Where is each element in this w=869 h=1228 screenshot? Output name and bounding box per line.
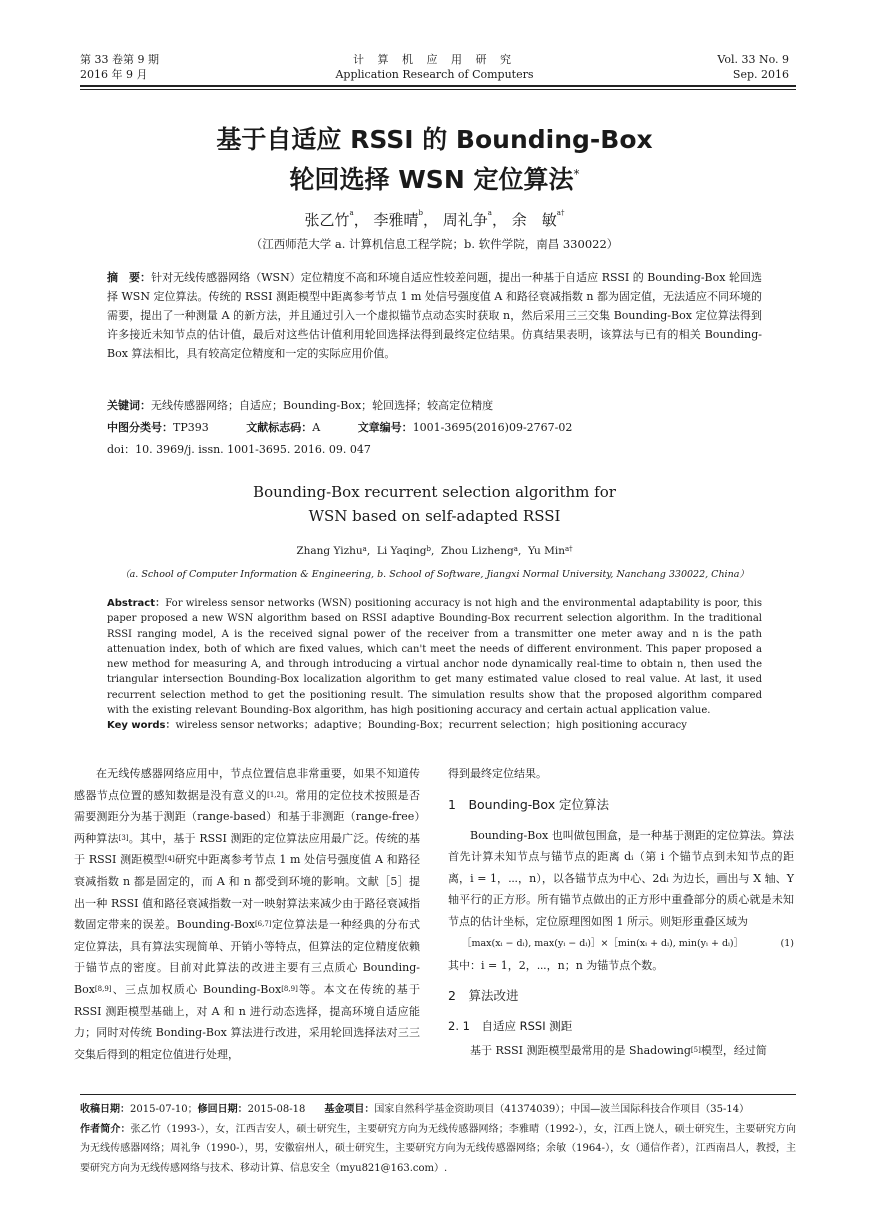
- title-footnote-mark: *: [573, 167, 580, 181]
- abstract-en-label: Abstract：: [107, 598, 166, 609]
- equation-note: 其中：i = 1，2，⋯，n；n 为锚节点个数。: [448, 958, 664, 972]
- funding-label: 基金项目：: [324, 1104, 375, 1115]
- affiliation: （江西师范大学 a. 计算机信息工程学院；b. 软件学院，南昌 330022）: [250, 237, 619, 251]
- english-title-line-1: Bounding-Box recurrent selection algorithm for: [253, 483, 616, 501]
- article-no-label: 文章编号：: [357, 421, 413, 434]
- equation-number: (1): [780, 937, 794, 949]
- english-title-line-2: WSN based on self-adapted RSSI: [308, 507, 561, 525]
- text-run: 。常用的定位技术按照是否需要测距分为基于测距（range-based）和基于非测距（range-free）两种算法: [74, 788, 421, 845]
- abstract-label: 摘 要：: [107, 271, 152, 284]
- english-title: [0, 480, 869, 528]
- abstract-en-text: For wireless sensor networks (WSN) positioning accuracy is not high and the environmental adaptability is poor, this paper proposed a new WSN algorithm based on RSSI adaptive Bounding-Box recurrent selection algorithm. In the traditional RSSI ranging model, A is the received signal power of the receiver from a transmitter one meter away and n is the path attenuation index, both of which are fixed values, which can't meet the needs of different environment. This paper proposed a new method for measuring A, and through introducing a virtual anchor node dynamically real-time to obtain n, then used the triangular intersection Bounding-Box localization algorithm to get many estimated value closed to real value. At last, it used recurrent selection method to get the positioning result. The simulation results show that the proposed algorithm compared with the existing relevant Bounding-Box algorithm, has high positioning accuracy and certain actual application value.: [107, 598, 762, 717]
- author-affil-mark: b: [418, 209, 423, 217]
- journal-issue-en: [717, 52, 789, 82]
- clc-value: TP393: [173, 421, 209, 434]
- continued-text: 得到最终定位结果。: [448, 767, 547, 780]
- issue-volume: 第 33 卷第 9 期: [80, 53, 159, 66]
- citation: [3]: [118, 833, 129, 842]
- journal-name-en: Application Research of Computers: [335, 68, 534, 81]
- citation: [5]: [690, 1046, 701, 1055]
- doc-code-label: 文献标志码：: [246, 421, 313, 434]
- subsection-heading-2-1: 2. 1 自适应 RSSI 测距: [448, 1019, 573, 1034]
- intro-paragraph: [74, 763, 420, 1065]
- text-run: 模型，经过简: [700, 1044, 767, 1058]
- author-list: 张乙竹$^a$， 李雅晴$^b$， 周礼争$^a$， 余 敏$^{a\dagger}$: [304, 209, 565, 229]
- body-right-column: [448, 763, 794, 1062]
- footnote-dates-funding: [80, 1100, 796, 1120]
- issue-volume-en: Vol. 33 No. 9: [717, 53, 789, 66]
- text-run: 。其中，基于 RSSI 测距的定位算法应用最广泛。传统的基于 RSSI 测距模型: [74, 831, 421, 867]
- journal-name-cn: 计 算 机 应 用 研 究: [353, 53, 516, 66]
- abstract-en: [107, 596, 762, 734]
- citation: [6,7]: [254, 920, 272, 929]
- author: 周礼争: [442, 211, 488, 229]
- footnote-rule: [80, 1094, 796, 1095]
- text-run: 基于 RSSI 测距模型最常用的是 Shadowing: [470, 1044, 691, 1058]
- author: 张乙竹: [304, 211, 350, 229]
- abstract-text: 针对无线传感器网络（WSN）定位精度不高和环境自适应性较差问题，提出一种基于自适应 RSSI 的 Bounding-Box 轮回选择 WSN 定位算法。传统的 RSSI 测距模型中距离参考节点 1 m 处信号强度值 A 和路径衰减指数 n 都为固定值，无法适应不同环境的需要，提出了一种测量 A 的新方法，并且通过引入一个虚拟锚节点动态实时获取 n，然后采用三三交集 Bounding-Box 定位算法得到许多接近未知节点的估计值，最后对这些估计值利用轮回选择法得到最终定位结果。仿真结果表明，该算法与已有的相关 Bounding-Box 算法相比，具有较高定位精度和一定的实际应用价值。: [107, 271, 762, 360]
- text-run: 定位算法是一种经典的分布式定位算法，具有算法实现简单、开销小等特点，但算法的定位精度依赖于锚节点的密度。目前对此算法的改进主要有三点质心 Bounding-Box: [74, 918, 420, 996]
- author-affil-mark: a: [362, 545, 367, 553]
- issue-date-en: Sep. 2016: [732, 68, 789, 81]
- author-en: Yu Min: [527, 545, 565, 557]
- funding-text: 国家自然科学基金资助项目（41374039）；中国—波兰国际科技合作项目（35-14）: [374, 1104, 750, 1115]
- clc-label: 中图分类号：: [107, 421, 173, 434]
- bio-label: 作者简介：: [80, 1123, 131, 1135]
- citation: [1,2]: [267, 790, 284, 799]
- revised-label: 修回日期：: [197, 1104, 248, 1115]
- footnote-bio: [80, 1120, 796, 1179]
- author-en: Zhou Lizheng: [440, 545, 514, 557]
- english-affiliation: （a. School of Computer Information & Engineering, b. School of Software, Jiangxi Normal University, Nanchang 330022, China）: [120, 569, 749, 580]
- text-run: 等。本文在传统的基于 RSSI 测距模型基础上，对 A 和 n 进行动态选择，提高环境自适应能力；同时对传统 Bonding-Box 算法进行改进，采用轮回选择法对三三交集后得到的粗定位值进行处理，: [74, 982, 421, 1061]
- author-affil-mark: a†: [564, 545, 573, 553]
- footnote: [80, 1100, 796, 1178]
- citation: [8,9]: [281, 984, 298, 993]
- body-left-column: [74, 763, 420, 1065]
- text-run: 、三点加权质心 Bounding-Box: [111, 982, 282, 996]
- keywords-label: 关键词：: [107, 399, 151, 412]
- issue-date: 2016 年 9 月: [80, 68, 148, 81]
- text-run: 研究中距离参考节点 1 m 处信号强度值 A 和路径衰减指数 n 都是固定的，而 A 和 n 都受到环境的影响。文献［5］提出一种 RSSI 值和路径衰减指数一对一映射算法来减少由于路径衰减指数固定带来的误差。Bounding-Box: [74, 853, 421, 932]
- article-no-value: 1001-3695(2016)09-2767-02: [412, 421, 573, 434]
- author-en: Li Yaqing: [376, 545, 427, 557]
- header-rule-thin: [80, 89, 796, 90]
- author-en: Zhang Yizhu: [296, 545, 363, 557]
- received-label: 收稿日期：: [80, 1104, 130, 1115]
- doi: doi：10. 3969/j. issn. 1001-3695. 2016. 09. 047: [107, 443, 371, 456]
- classification-row: [107, 418, 606, 437]
- keywords-cn: [107, 396, 527, 415]
- keywords-en-text: wireless sensor networks；adaptive；Bounding-Box；recurrent selection；high positioning accuracy: [175, 720, 687, 732]
- doc-code-value: A: [312, 421, 321, 434]
- revised-date: 2015-08-18: [247, 1104, 306, 1115]
- abstract-cn: [107, 268, 762, 363]
- section-heading-1: 1 Bounding-Box 定位算法: [448, 796, 610, 812]
- author-affil-mark: a: [513, 545, 518, 553]
- english-author-list: Zhang Yizhu$^a$, Li Yaqing$^b$, Zhou Lizheng$^a$, Yu Min$^{a\dagger}$: [296, 545, 573, 557]
- author-affil-mark: b: [426, 545, 431, 553]
- header-rule: [80, 85, 796, 87]
- citation: [8,9]: [94, 984, 112, 993]
- keywords-en-label: Key words：: [107, 720, 176, 732]
- section-heading-2: 2 算法改进: [448, 988, 519, 1004]
- author-affil-mark: a: [349, 209, 354, 217]
- keywords-text: 无线传感器网络；自适应；Bounding-Box；轮回选择；较高定位精度: [151, 399, 494, 412]
- rssi-paragraph: [448, 1040, 794, 1062]
- title-line-1: 基于自适应 RSSI 的 Bounding-Box: [216, 125, 653, 154]
- title-line-2: 轮回选择 WSN 定位算法: [289, 165, 574, 194]
- bio-text: 张乙竹（1993-），女，江西吉安人，硕士研究生，主要研究方向为无线传感器网络；李雅晴（1992-），女，江西上饶人，硕士研究生，主要研究方向为无线传感器网络；周礼争（1990-），男，安徽宿州人，硕士研究生，主要研究方向为无线传感器网络；余敏（1964-），女（通信作者），江西南昌人，教授，主要研究方向为无线传感网络与技术、移动计算、信息安全（myu821@163.com）.: [80, 1123, 797, 1174]
- author-affil-mark: a: [487, 209, 492, 217]
- author: 李雅晴: [373, 211, 419, 229]
- citation: [4]: [164, 855, 175, 864]
- bounding-box-paragraph: Bounding-Box 也叫做包围盒，是一种基于测距的定位算法。算法首先计算未知节点与锚节点的距离 dᵢ（第 i 个锚节点到未知节点的距离，i = 1，⋯，n），以各锚节点为中心、2dᵢ 为边长，画出与 X 轴、Y 轴平行的正方形。所有锚节点做出的正方形中重叠部分的质心就是未知节点的估计坐标，定位原理图如图 1 所示。则矩形重叠区域为: [448, 828, 794, 928]
- text-run: 在无线传感器网络应用中，节点位置信息非常重要，如果不知道传感器节点位置的感知数据是没有意义的: [74, 767, 420, 802]
- author: 余 敏: [511, 211, 557, 229]
- equation-body: ［max(xᵢ − dᵢ), max(yᵢ − dᵢ)］×［min(xᵢ + dᵢ), min(yᵢ + dᵢ)］: [462, 937, 744, 949]
- paper-title: [0, 120, 869, 200]
- received-date: 2015-07-10；: [130, 1104, 198, 1115]
- author-affil-mark: a†: [556, 209, 565, 217]
- equation-1: [448, 933, 794, 955]
